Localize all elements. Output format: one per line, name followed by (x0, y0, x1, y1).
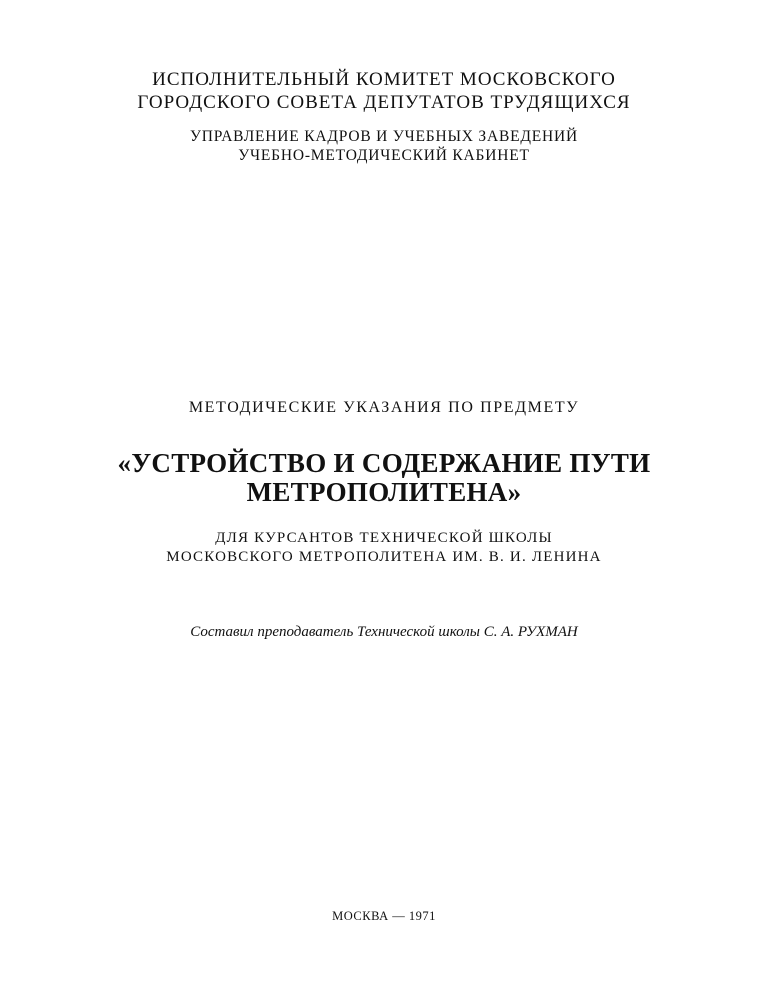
audience-line-1: ДЛЯ КУРСАНТОВ ТЕХНИЧЕСКОЙ ШКОЛЫ (215, 530, 553, 546)
org-line-1: ИСПОЛНИТЕЛЬНЫЙ КОМИТЕТ МОСКОВСКОГО (152, 69, 616, 90)
author-credit: Составил преподаватель Технической школы С. А. РУХМАН (190, 624, 578, 640)
imprint: МОСКВА — 1971 (332, 909, 436, 923)
dept-line-1: УПРАВЛЕНИЕ КАДРОВ И УЧЕБНЫХ ЗАВЕДЕНИЙ (189, 128, 579, 145)
org-line-2: ГОРОДСКОГО СОВЕТА ДЕПУТАТОВ ТРУДЯЩИХСЯ (137, 92, 631, 113)
document-title-line-2: МЕТРОПОЛИТЕНА» (246, 477, 522, 507)
audience-line-2: МОСКОВСКОГО МЕТРОПОЛИТЕНА ИМ. В. И. ЛЕНИНА (166, 549, 602, 565)
document-title-line-1: «УСТРОЙСТВО И СОДЕРЖАНИЕ ПУТИ (117, 448, 651, 478)
dept-line-2: УЧЕБНО-МЕТОДИЧЕСКИЙ КАБИНЕТ (238, 147, 530, 164)
subject-intro: МЕТОДИЧЕСКИЕ УКАЗАНИЯ ПО ПРЕДМЕТУ (188, 399, 580, 416)
